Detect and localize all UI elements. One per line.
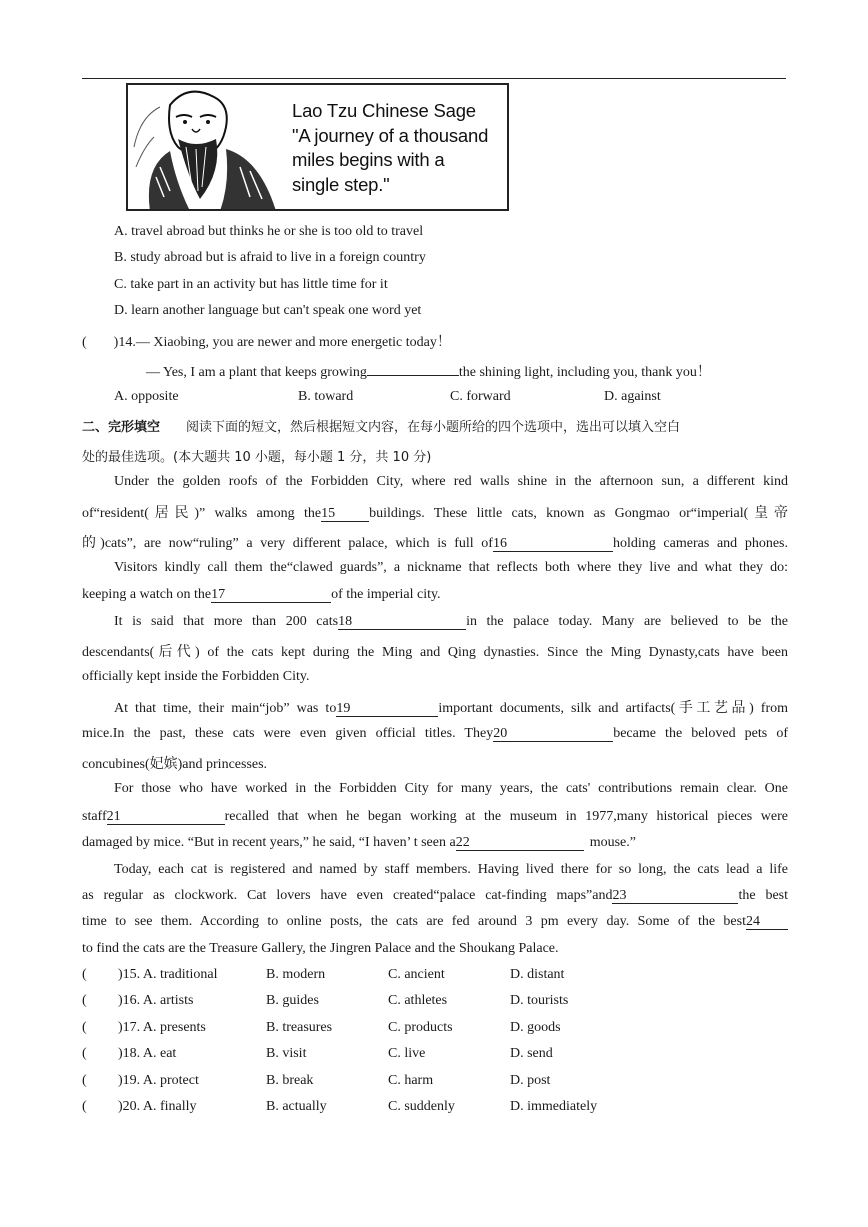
question-option-d: D. immediately xyxy=(510,1099,598,1114)
question-option-c: C. products xyxy=(388,1020,453,1035)
question-option-c: C. live xyxy=(388,1046,426,1061)
question-option-b: B. treasures xyxy=(266,1020,333,1035)
passage-text: mouse.” xyxy=(589,835,636,850)
q13-option-b: B. study abroad but is afraid to live in a foreign country xyxy=(114,250,426,265)
passage-text: At that time, their main“job” was to xyxy=(114,701,337,716)
passage-text: of the imperial city. xyxy=(331,587,441,602)
passage-text: staff xyxy=(82,809,107,824)
answer-bracket-close: ) xyxy=(113,335,119,350)
passage-text: important documents, silk and artifacts(手工艺品) from xyxy=(438,701,788,716)
section2-heading: 二、完形填空 xyxy=(82,420,161,435)
cartoon-line: "A journey of a thousand xyxy=(292,124,489,146)
passage-text: mice.In the past, these cats were even given official titles. They xyxy=(82,726,494,741)
passage-text: It is said that more than 200 cats xyxy=(114,614,339,629)
passage-text: became the beloved pets of xyxy=(613,726,788,741)
q13-option-d: D. learn another language but can't speak one word yet xyxy=(114,303,422,318)
blank-17: 17 xyxy=(211,588,331,603)
passage-line: For those who have worked in the Forbidden City for many years, the cats' contributions remain clear. One xyxy=(114,781,788,796)
passage-line xyxy=(82,587,788,603)
passage-text: keeping a watch on the xyxy=(82,587,212,602)
answer-bracket-open: ( xyxy=(82,1020,87,1035)
question-option-a: )19. A. protect xyxy=(118,1073,199,1088)
section2-instruction: 阅读下面的短文，然后根据短文内容，在每小题所给的四个选项中，选出可以填入空白 xyxy=(186,420,681,435)
lao-tzu-cartoon xyxy=(126,83,509,211)
q14-stem xyxy=(82,331,451,351)
question-row xyxy=(82,1099,782,1119)
answer-bracket-open: ( xyxy=(82,335,87,350)
passage-text: 的)cats”, are now“ruling” a very different palace, which is full of xyxy=(82,536,493,551)
q14-blank xyxy=(367,375,459,376)
passage-text: buildings. These little cats, known as Gongmao or“imperial(皇帝 xyxy=(369,506,788,521)
lao-tzu-portrait-icon xyxy=(130,87,290,211)
section2-header xyxy=(82,416,680,436)
q14-reply xyxy=(146,361,711,381)
q13-option-a: A. travel abroad but thinks he or she is too old to travel xyxy=(114,224,424,239)
question-option-b: B. guides xyxy=(266,993,319,1008)
passage-line xyxy=(82,726,788,742)
question-option-c: C. harm xyxy=(388,1073,434,1088)
question-option-b: B. actually xyxy=(266,1099,327,1114)
passage-line: concubines(妃嫔)and princesses. xyxy=(82,757,268,772)
passage-line: officially kept inside the Forbidden City. xyxy=(82,669,310,684)
blank-23: 23 xyxy=(612,889,738,904)
q14-option-a: A. opposite xyxy=(114,389,179,404)
header-rule xyxy=(82,78,786,79)
question-option-b: B. break xyxy=(266,1073,314,1088)
passage-text: holding cameras and phones. xyxy=(612,536,788,551)
blank-16: 16 xyxy=(493,537,613,552)
question-option-a: )20. A. finally xyxy=(118,1099,197,1114)
passage-line xyxy=(82,835,788,851)
passage-line xyxy=(114,697,788,717)
answer-bracket-open: ( xyxy=(82,967,87,982)
blank-18: 18 xyxy=(338,615,466,630)
question-option-d: D. tourists xyxy=(510,993,569,1008)
passage-line: to find the cats are the Treasure Gallery, the Jingren Palace and the Shoukang Palace. xyxy=(82,941,559,956)
passage-line xyxy=(82,502,788,522)
question-option-c: C. athletes xyxy=(388,993,448,1008)
blank-19: 19 xyxy=(336,702,438,717)
q14-option-b: B. toward xyxy=(298,389,354,404)
question-row xyxy=(82,967,782,987)
q14-option-c: C. forward xyxy=(450,389,511,404)
passage-text: of“resident(居民)” walks among the xyxy=(82,506,322,521)
answer-bracket-open: ( xyxy=(82,993,87,1008)
passage-line xyxy=(114,614,788,630)
question-option-a: )16. A. artists xyxy=(118,993,194,1008)
answer-bracket-open: ( xyxy=(82,1073,87,1088)
question-row xyxy=(82,1073,782,1093)
passage-line xyxy=(82,888,788,904)
passage-line: descendants(后代) of the cats kept during the Ming and Qing dynasties. Since the Ming Dynasty,cats have been xyxy=(82,645,788,660)
blank-21: 21 xyxy=(107,810,225,825)
question-option-a: )17. A. presents xyxy=(118,1020,206,1035)
q14-question: 14.— Xiaobing, you are newer and more energetic today！ xyxy=(118,335,451,350)
question-option-d: D. send xyxy=(510,1046,553,1061)
q14-option-d: D. against xyxy=(604,389,661,404)
cartoon-line: Lao Tzu Chinese Sage xyxy=(292,100,476,121)
question-row xyxy=(82,993,782,1013)
blank-20: 20 xyxy=(493,727,613,742)
question-option-d: D. distant xyxy=(510,967,565,982)
passage-text: in the palace today. Many are believed to be the xyxy=(466,614,788,629)
passage-text: the best xyxy=(738,888,789,903)
q14-reply-before: — Yes, I am a plant that keeps growing xyxy=(146,365,367,380)
cartoon-line: miles begins with a xyxy=(292,149,445,170)
question-option-d: D. goods xyxy=(510,1020,561,1035)
passage-text: recalled that when he began working at the museum in 1977,many historical pieces were xyxy=(224,809,788,824)
passage-text: as regular as clockwork. Cat lovers have even created“palace cat-finding maps”and xyxy=(82,888,613,903)
passage-text: time to see them. According to online posts, the cats are fed around 3 pm every day. Some of the best xyxy=(82,914,746,929)
passage-line: Under the golden roofs of the Forbidden City, where red walls shine in the afternoon sun, a different kind xyxy=(114,474,788,489)
question-option-c: C. ancient xyxy=(388,967,445,982)
question-option-a: )18. A. eat xyxy=(118,1046,177,1061)
cartoon-line: single step." xyxy=(292,173,390,195)
passage-line xyxy=(82,914,788,930)
cartoon-quote xyxy=(292,99,508,197)
question-option-b: B. modern xyxy=(266,967,326,982)
passage-line xyxy=(82,532,788,552)
q14-options xyxy=(82,389,782,409)
question-option-d: D. post xyxy=(510,1073,551,1088)
answer-bracket-open: ( xyxy=(82,1046,87,1061)
question-option-a: )15. A. traditional xyxy=(118,967,218,982)
blank-15: 15 xyxy=(321,507,369,522)
question-row xyxy=(82,1020,782,1040)
question-row xyxy=(82,1046,782,1066)
q13-option-c: C. take part in an activity but has little time for it xyxy=(114,277,388,292)
answer-bracket-open: ( xyxy=(82,1099,87,1114)
blank-24: 24 xyxy=(746,915,788,930)
section2-instruction-2: 处的最佳选项。(本大题共 10 小题，每小题 1 分，共 10 分) xyxy=(82,450,432,465)
passage-line xyxy=(82,809,788,825)
passage-line: Today, each cat is registered and named by staff members. Having lived there for so long, the cats lead a life xyxy=(114,862,788,877)
passage-text: damaged by mice. “But in recent years,” he said, “I haven’ t seen a xyxy=(82,835,456,850)
question-option-b: B. visit xyxy=(266,1046,307,1061)
passage-line: Visitors kindly call them the“clawed guards”, a nickname that reflects both where they live and what they do: xyxy=(114,560,788,575)
q14-reply-after: the shining light, including you, thank you！ xyxy=(458,365,711,380)
blank-22: 22 xyxy=(456,836,584,851)
question-option-c: C. suddenly xyxy=(388,1099,455,1114)
